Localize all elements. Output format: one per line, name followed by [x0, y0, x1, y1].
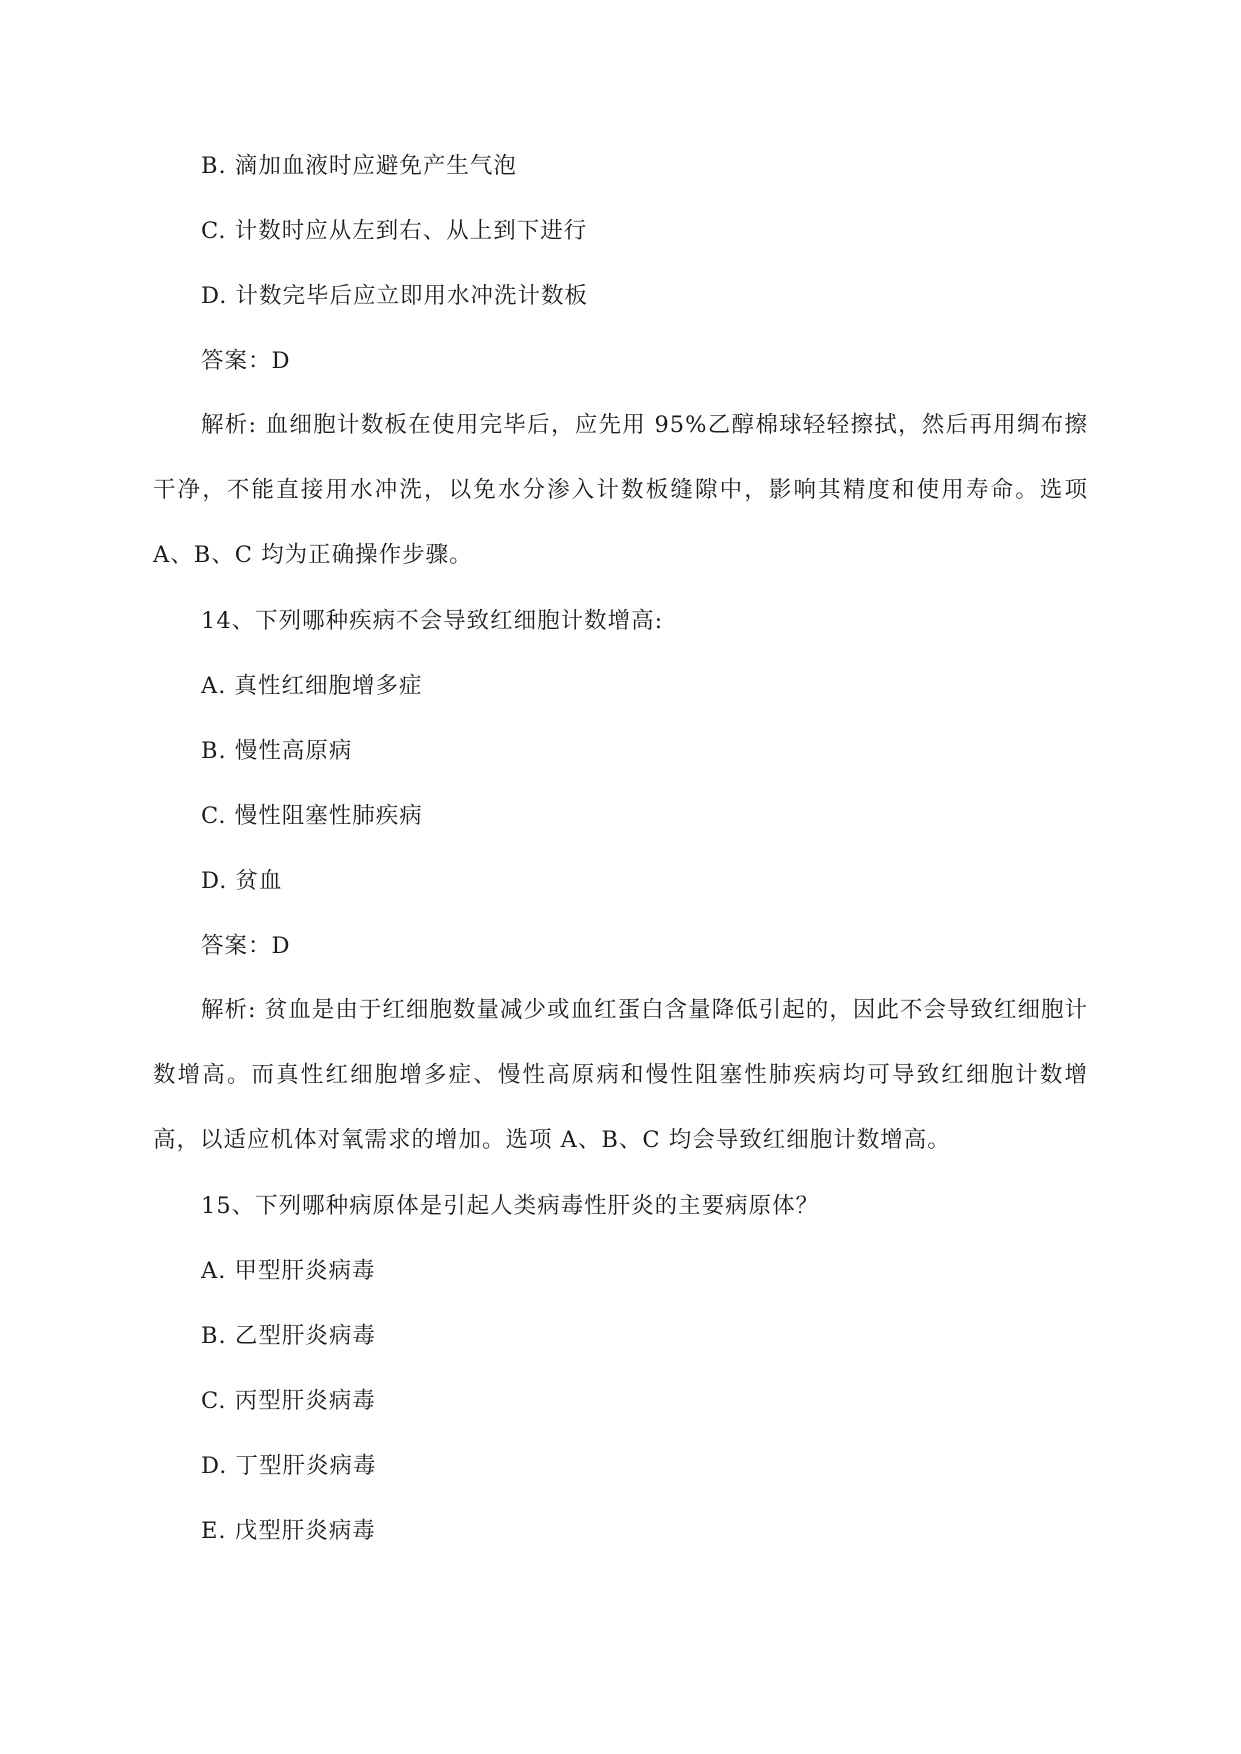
q13-option-c: C. 计数时应从左到右、从上到下进行: [201, 218, 588, 244]
q14-option-a: A. 真性红细胞增多症: [201, 673, 423, 699]
q15-option-b: B. 乙型肝炎病毒: [201, 1323, 376, 1349]
q14-option-c: C. 慢性阻塞性肺疾病: [201, 803, 423, 829]
q13-answer: 答案：D: [201, 348, 291, 374]
q14-question: 14、下列哪种疾病不会导致红细胞计数增高:: [201, 608, 664, 634]
q15-option-c: C. 丙型肝炎病毒: [201, 1388, 376, 1414]
q13-option-b: B. 滴加血液时应避免产生气泡: [201, 153, 517, 179]
q14-option-d: D. 贫血: [201, 868, 283, 894]
q15-question: 15、下列哪种病原体是引起人类病毒性肝炎的主要病原体？: [201, 1193, 820, 1219]
q13-analysis: 解析: 血细胞计数板在使用完毕后，应先用 95%乙醇棉球轻轻擦拭，然后再用绸布擦干净，不能直接用水冲洗，以免水分渗入计数板缝隙中，影响其精度和使用寿命。选项 A、B、C 均为正确操作步骤。: [153, 412, 1088, 568]
q14-analysis: 解析: 贫血是由于红细胞数量减少或血红蛋白含量降低引起的，因此不会导致红细胞计数增高。而真性红细胞增多症、慢性高原病和慢性阻塞性肺疾病均可导致红细胞计数增高，以适应机体对氧需求的增加。选项 A、B、C 均会导致红细胞计数增高。: [153, 997, 1088, 1153]
q14-option-b: B. 慢性高原病: [201, 738, 353, 764]
q13-option-d: D. 计数完毕后应立即用水冲洗计数板: [201, 283, 589, 309]
q15-option-d: D. 丁型肝炎病毒: [201, 1453, 377, 1479]
q15-option-a: A. 甲型肝炎病毒: [201, 1258, 376, 1284]
q14-answer: 答案：D: [201, 933, 291, 959]
q15-option-e: E. 戊型肝炎病毒: [201, 1518, 376, 1544]
